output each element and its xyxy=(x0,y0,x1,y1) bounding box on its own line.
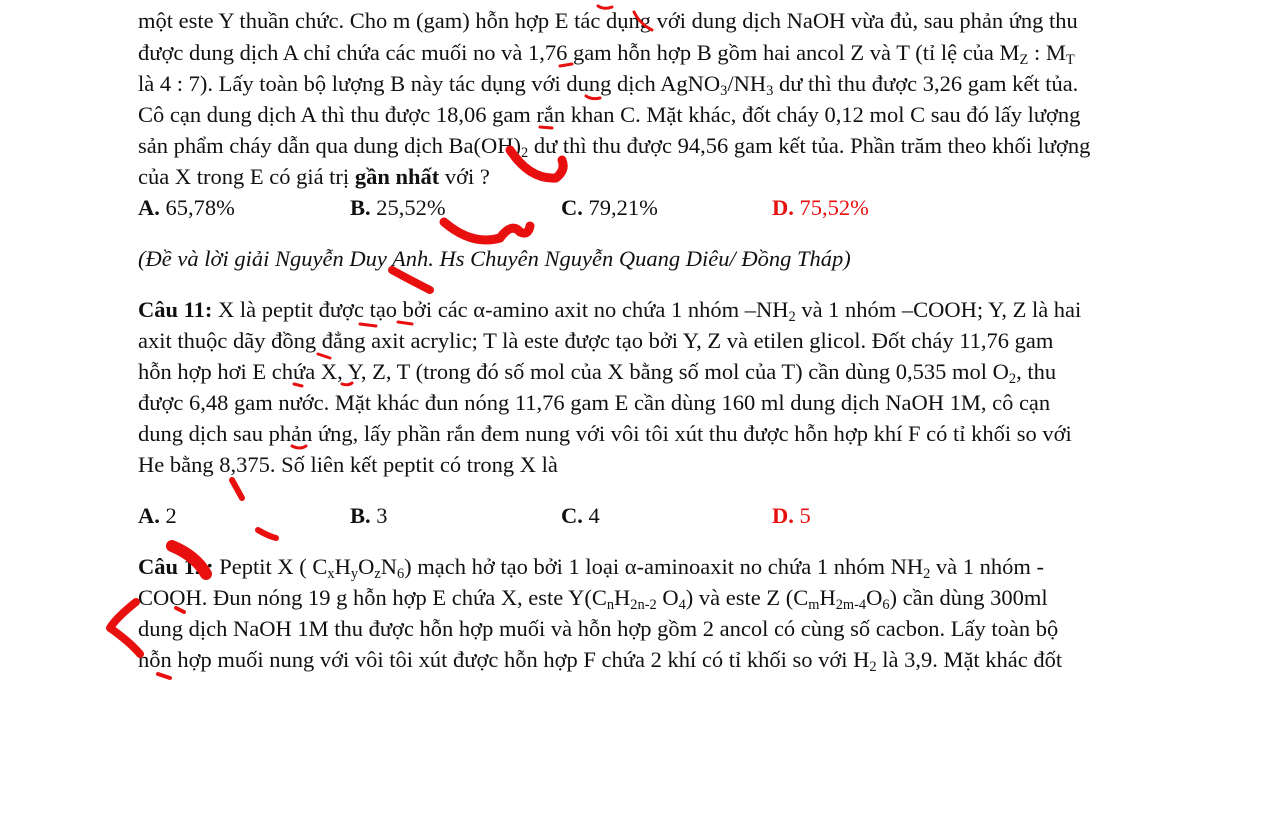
option-value: 75,52% xyxy=(793,195,869,220)
q11-line-6 xyxy=(138,452,558,478)
q11-text: , thu xyxy=(1016,359,1057,384)
option-value: 25,52% xyxy=(370,195,446,220)
q12-text: ) và este Z (C xyxy=(685,585,809,610)
subscript: T xyxy=(1065,52,1075,69)
q11-text: hỗn hợp hơi E chứa X, Y, Z, T (trong đó số mol của X bằng số mol của T) cần dùng 0,535 mol O xyxy=(138,359,1009,384)
q11-text: He bằng 8,375. Số liên kết peptit có trong X là xyxy=(138,452,558,477)
subscript: Z xyxy=(1019,52,1029,69)
q11-text: dung dịch sau phản ứng, lấy phần rắn đem nung với vôi tôi xút thu được hỗn hợp khí F có tỉ khối so với xyxy=(138,421,1072,446)
q12-text: ) cần dùng 300ml xyxy=(889,585,1048,610)
q11-option-d-correct[interactable] xyxy=(772,503,811,529)
q11-text: axit thuộc dãy đồng đẳng axit acrylic; T là este được tạo bởi Y, Z và etilen glicol. Đốt cháy 11,76 gam xyxy=(138,328,1054,353)
option-value: 4 xyxy=(582,503,600,528)
source-text: (Đề và lời giải Nguyễn Duy Anh. Hs Chuyên Nguyễn Quang Diêu/ Đồng Tháp) xyxy=(138,246,851,271)
q10-option-a[interactable] xyxy=(138,195,235,221)
q12-text: H xyxy=(614,585,631,610)
q10-line-5 xyxy=(138,133,1091,162)
subscript: 3 xyxy=(766,83,774,100)
scribble-stroke xyxy=(158,674,170,678)
q12-line-3 xyxy=(138,616,1058,642)
q12-line-2 xyxy=(138,585,1048,614)
q12-text: H xyxy=(819,585,836,610)
q12-text: là 3,9. Mặt khác đốt xyxy=(876,647,1063,672)
scribble-stroke xyxy=(258,530,276,538)
q10-line-2 xyxy=(138,40,1075,69)
q12-text: O xyxy=(358,554,375,579)
q10-option-b[interactable] xyxy=(350,195,446,221)
q10-text: dư thì thu được 94,56 gam kết tủa. Phần trăm theo khối lượng xyxy=(528,133,1091,158)
q10-line-6 xyxy=(138,164,490,190)
q10-text: là 4 : 7). Lấy toàn bộ lượng B này tác dụng với dung dịch AgNO xyxy=(138,71,721,96)
subscript: 2 xyxy=(869,659,877,676)
q12-text: COOH. Đun nóng 19 g hỗn hợp E chứa X, este Y(C xyxy=(138,585,607,610)
q11-text: và 1 nhóm –COOH; Y, Z là hai xyxy=(795,297,1082,322)
q12-text: và 1 nhóm - xyxy=(930,554,1045,579)
subscript: 4 xyxy=(678,597,686,614)
q12-text: Peptit X ( C xyxy=(213,554,328,579)
option-letter: B. xyxy=(350,503,371,528)
q10-text: với ? xyxy=(439,164,490,189)
subscript: 2 xyxy=(1008,371,1017,388)
q10-option-d-correct[interactable] xyxy=(772,195,869,221)
q10-text: được dung dịch A chỉ chứa các muối no và 1,76 gam hỗn hợp B gồm hai ancol Z và T (tỉ lệ của M xyxy=(138,40,1020,65)
q12-text: O xyxy=(656,585,679,610)
option-letter: D. xyxy=(772,503,794,528)
q10-text: một este Y thuần chức. Cho m (gam) hỗn hợp E tác dụng với dung dịch NaOH vừa đủ, sau phản ứng thu xyxy=(138,8,1078,33)
q12-text: H xyxy=(334,554,351,579)
option-letter: B. xyxy=(350,195,371,220)
option-value: 2 xyxy=(159,503,177,528)
q11-line-3 xyxy=(138,359,1057,388)
q11-line-1 xyxy=(138,297,1082,326)
option-value: 3 xyxy=(370,503,388,528)
subscript: 2 xyxy=(521,145,529,162)
q11-option-b[interactable] xyxy=(350,503,388,529)
option-letter: C. xyxy=(561,503,583,528)
question-label: Câu 11: xyxy=(138,297,213,322)
subscript: 3 xyxy=(720,83,728,100)
q10-line-3 xyxy=(138,71,1079,100)
option-value: 79,21% xyxy=(582,195,658,220)
option-value: 65,78% xyxy=(159,195,235,220)
q12-text: N xyxy=(380,554,397,579)
subscript: 6 xyxy=(396,566,405,583)
q10-text: của X trong E có giá trị xyxy=(138,164,355,189)
q11-option-a[interactable] xyxy=(138,503,177,529)
q11-line-2 xyxy=(138,328,1053,354)
q11-option-c[interactable] xyxy=(561,503,600,529)
source-credit xyxy=(138,246,851,272)
option-letter: A. xyxy=(138,503,160,528)
scribble-stroke xyxy=(392,270,430,290)
option-letter: C. xyxy=(561,195,583,220)
q11-text: X là peptit được tạo bởi các α-amino axit no chứa 1 nhóm –NH xyxy=(212,297,789,322)
q10-text: : M xyxy=(1028,40,1066,65)
subscript: x xyxy=(327,566,335,583)
question-label: Câu 12: xyxy=(138,554,214,579)
scribble-stroke xyxy=(232,480,242,498)
scribble-stroke xyxy=(444,222,530,240)
subscript: 6 xyxy=(882,597,890,614)
subscript: m xyxy=(808,597,820,614)
q10-emphasis: gần nhất xyxy=(354,164,440,189)
scribble-stroke xyxy=(110,602,140,654)
q10-text: sản phẩm cháy dẫn qua dung dịch Ba(OH) xyxy=(138,133,522,158)
q11-text: được 6,48 gam nước. Mặt khác đun nóng 11,76 gam E cần dùng 160 ml dung dịch NaOH 1M, cô cạn xyxy=(138,390,1051,415)
q10-option-c[interactable] xyxy=(561,195,658,221)
option-letter: A. xyxy=(138,195,160,220)
subscript: z xyxy=(374,566,381,583)
q12-text: ) mạch hở tạo bởi 1 loại α-aminoaxit no chứa 1 nhóm NH xyxy=(404,554,924,579)
q10-line-4 xyxy=(138,102,1080,128)
subscript: y xyxy=(350,566,359,583)
q12-text: hỗn hợp muối nung với vôi tôi xút được hỗn hợp F chứa 2 khí có tỉ khối so với H xyxy=(138,647,870,672)
subscript: 2 xyxy=(923,566,931,583)
scribble-stroke xyxy=(318,354,330,358)
subscript: 2m-4 xyxy=(835,597,867,614)
q10-line-1 xyxy=(138,8,1078,34)
q12-line-1 xyxy=(138,554,1045,583)
q10-text: /NH xyxy=(727,71,767,96)
scribble-stroke xyxy=(360,324,376,326)
q12-text: O xyxy=(866,585,883,610)
q11-line-4 xyxy=(138,390,1050,416)
q10-text: Cô cạn dung dịch A thì thu được 18,06 gam rắn khan C. Mặt khác, đốt cháy 0,12 mol C sau đó lấy lượng xyxy=(138,102,1081,127)
subscript: n xyxy=(606,597,615,614)
subscript: 2 xyxy=(788,309,796,326)
q11-line-5 xyxy=(138,421,1072,447)
option-letter: D. xyxy=(772,195,794,220)
subscript: 2n-2 xyxy=(630,597,657,614)
q12-text: dung dịch NaOH 1M thu được hỗn hợp muối và hỗn hợp gồm 2 ancol có cùng số cacbon. Lấy toàn bộ xyxy=(138,616,1059,641)
option-value: 5 xyxy=(793,503,811,528)
q12-line-4 xyxy=(138,647,1063,676)
q10-text: dư thì thu được 3,26 gam kết tủa. xyxy=(773,71,1079,96)
